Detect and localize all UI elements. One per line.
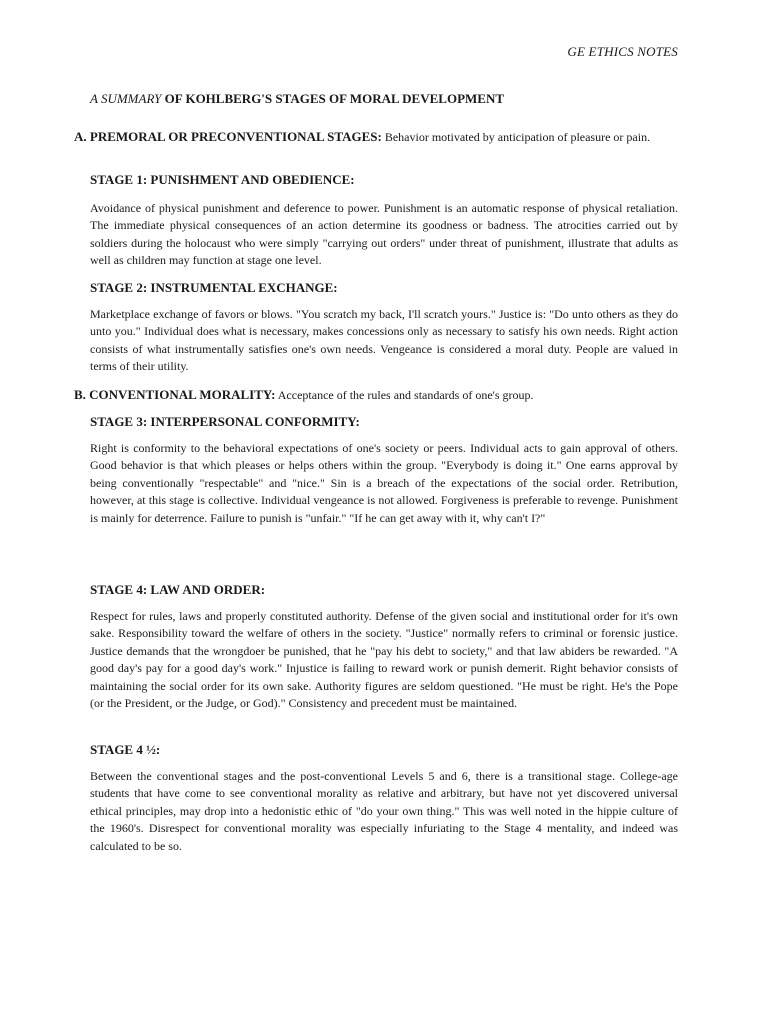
section-b-label: B. CONVENTIONAL MORALITY: [74,387,276,402]
stage-4-text: Respect for rules, laws and properly constituted authority. Defense of the given social and institutional order for it's own sake. Responsibility toward the welfare of others in the society. "Justice" normally refers to criminal or forensic justice. Justice demands that the wrongdoer be punished, that he "pay his debt to society," and that law abiders be rewarded. "A good day's pay for a good day's work." Injustice is failing to reward work or punish demerit. Right behavior consists of maintaining the social order for its own sake. Authority figures are seldom questioned. "He must be right. He's the Pope (or the President, or the Judge, or God)." Consistency and precedent must be maintained. [90,609,678,711]
stage-2-text: Marketplace exchange of favors or blows. "You scratch my back, I'll scratch yours." Justice is: "Do unto others as they do unto you." Individual does what is necessary, makes concessions only as necessary to satisfy his own needs. Right action consists of what instrumentally satisfies one's own needs. Vengeance is considered a moral duty. People are valued in terms of their utility. [90,307,678,374]
stage-2-heading: STAGE 2: INSTRUMENTAL EXCHANGE: [90,280,338,295]
document-title [90,91,504,107]
stage-1-heading: STAGE 1: PUNISHMENT AND OBEDIENCE: [90,172,355,187]
title-bold-part: OF KOHLBERG'S STAGES OF MORAL DEVELOPMENT [161,91,505,106]
stage-4-half-heading: STAGE 4 ½: [90,742,161,757]
section-a-line [74,128,678,146]
section-b-text: Acceptance of the rules and standards of one's group. [275,388,534,402]
stage-4-heading: STAGE 4: LAW AND ORDER: [90,582,266,597]
stage-3-heading: STAGE 3: INTERPERSONAL CONFORMITY: [90,414,360,429]
section-b [74,386,678,404]
document-header: GE ETHICS NOTES [567,44,678,59]
section-a [74,128,678,146]
section-b-line [74,386,678,404]
title-italic-part: A SUMMARY [90,91,162,106]
section-a-label: A. PREMORAL OR PRECONVENTIONAL STAGES: [74,129,382,144]
section-a-text: Behavior motivated by anticipation of pleasure or pain. [381,130,651,144]
stage-1-text: Avoidance of physical punishment and deference to power. Punishment is an automatic response of physical retaliation. The immediate physical consequences of an action determine its goodness or badness. The atrocities carried out by soldiers during the holocaust who were simply "carrying out orders" under threat of punishment, illustrate that adults as well as children may function at stage one level. [90,201,678,268]
stage-3-text: Right is conformity to the behavioral expectations of one's society or peers. Individual acts to gain approval of others. Good behavior is that which pleases or helps others within the group. "Everybody is doing it." One earns approval by being conventionally "respectable" and "nice." Sin is a breach of the expectations of the social order. Retribution, however, at this stage is collective. Individual vengeance is not allowed. Forgiveness is preferable to revenge. Punishment is mainly for deterrence. Failure to punish is "unfair." "If he can get away with it, why can't I?" [90,441,678,525]
stage-4-half-text: Between the conventional stages and the post-conventional Levels 5 and 6, there is a transitional stage. College-age students that have come to see conventional morality as relative and arbitrary, but have not yet discovered universal ethical principles, may drop into a hedonistic ethic of "do your own thing." This was well noted in the hippie culture of the 1960's. Disrespect for conventional morality was especially infuriating to the Stage 4 mentality, and indeed was calculated to be so. [90,769,678,853]
